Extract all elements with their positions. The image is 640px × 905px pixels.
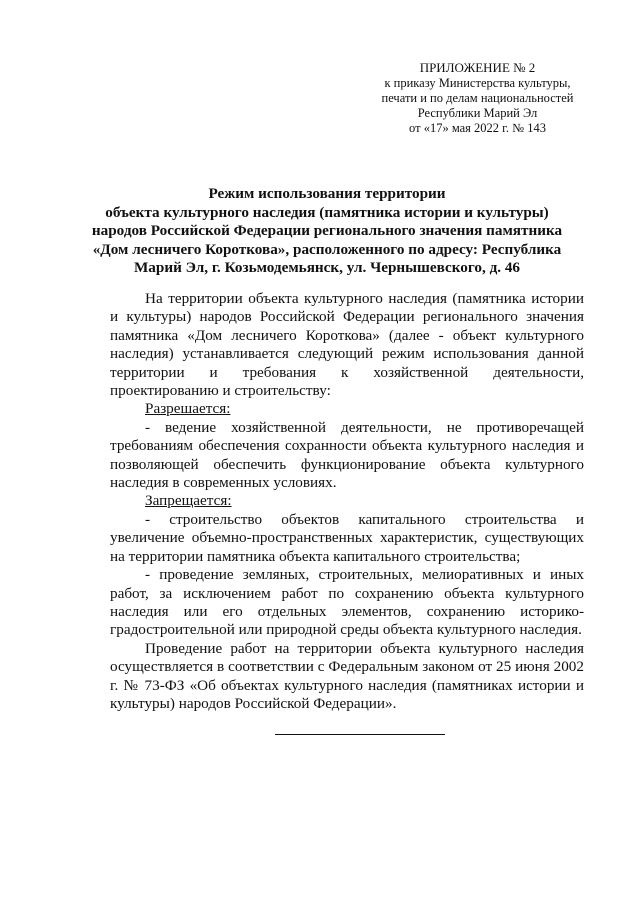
signature-line [275, 734, 445, 735]
intro-paragraph: На территории объекта культурного наследия (памятника истории и культуры) народов Российской Федерации регионального значения памятника «Дом лесничего Короткова» (далее - объект культурного наследия) устанавливается следующий режим использования данной территории и требования к хозяйственной деятельности, проектированию и строительству: [110, 290, 584, 400]
appendix-line: Республики Марий Эл [417, 106, 538, 120]
heading-line: объекта культурного наследия (памятника истории и культуры) [105, 203, 549, 221]
heading-line: Режим использования территории [208, 185, 446, 202]
appendix-line: к приказу Министерства культуры, [384, 76, 571, 90]
prohibited-item: - проведение земляных, строительных, мелиоративных и иных работ, за исключением работ по сохранению объекта культурного наследия или его отдельных элементов, сохранению историко-градостроительной или природной среды объекта культурного наследия. [110, 566, 584, 639]
heading-line: «Дом лесничего Короткова», расположенного по адресу: Республика [92, 240, 562, 258]
heading-line: Марий Эл, г. Козьмодемьянск, ул. Чернышевского, д. 46 [133, 259, 521, 277]
prohibited-label: Запрещается: [145, 492, 232, 510]
prohibited-item: - строительство объектов капитального строительства и увеличение объемно-пространственных характеристик, существующих на территории памятника объекта капитального строительства; [110, 510, 584, 565]
allowed-label: Разрешается: [145, 400, 231, 418]
appendix-line: от «17» мая 2022 г. № 143 [409, 121, 546, 135]
appendix-line: печати и по делам национальностей [381, 91, 574, 105]
closing-paragraph: Проведение работ на территории объекта культурного наследия осуществляется в соответствии с Федеральным законом от 25 июня 2002 г. № 73-ФЗ «Об объектах культурного наследия (памятниках истории и культуры) народов Российской Федерации». [110, 639, 584, 712]
document-body [110, 290, 584, 713]
allowed-item: - ведение хозяйственной деятельности, не противоречащей требованиям обеспечения сохранности объекта культурного наследия и позволяющей обеспечить функционирование объекта культурного наследия в современных условиях. [110, 418, 584, 492]
appendix-block [330, 60, 625, 136]
document-heading [70, 185, 584, 278]
appendix-title: ПРИЛОЖЕНИЕ № 2 [419, 60, 536, 75]
heading-line: народов Российской Федерации регионального значения памятника [91, 222, 563, 240]
